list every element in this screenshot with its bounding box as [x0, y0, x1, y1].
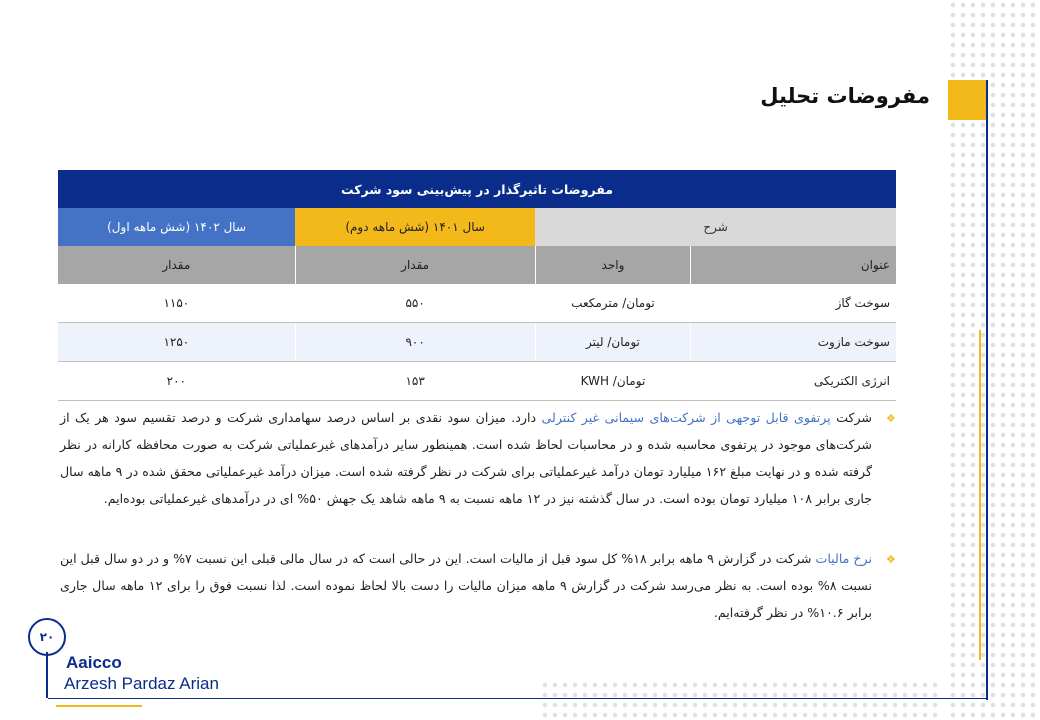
footer-divider: [48, 698, 988, 699]
row-value-1402: ۲۰۰: [58, 362, 295, 401]
row-unit: تومان/ لیتر: [535, 323, 691, 362]
highlight-text: پرتفوی قابل توجهی از شرکت‌های سیمانی غیر کنترلی: [541, 410, 831, 425]
row-value-1402: ۱۲۵۰: [58, 323, 295, 362]
table-caption-row: [58, 170, 896, 208]
row-title: انرژی الکتریکی: [691, 362, 896, 401]
table-column-header-row: [58, 246, 896, 284]
decorative-dot-pattern-bottom: [540, 680, 940, 720]
group-header-desc: شرح: [535, 208, 896, 246]
highlight-text: نرخ مالیات: [815, 551, 873, 566]
column-header-unit: واحد: [535, 246, 691, 284]
paragraph-portfolio: [60, 404, 872, 512]
diamond-bullet-icon: ❖: [886, 412, 896, 425]
column-header-title: عنوان: [691, 246, 896, 284]
vertical-divider-blue: [986, 80, 988, 700]
brand-divider: [46, 652, 48, 698]
row-unit: تومان/ KWH: [535, 362, 691, 401]
group-header-1402: سال ۱۴۰۲ (شش ماهه اول): [58, 208, 295, 246]
column-header-value-1401: مقدار: [295, 246, 535, 284]
paragraph-tax: [60, 545, 872, 626]
brand-subtitle: Arzesh Pardaz Arian: [64, 674, 219, 693]
row-value-1401: ۱۵۳: [295, 362, 535, 401]
vertical-divider-yellow: [979, 330, 981, 660]
row-title: سوخت مازوت: [691, 323, 896, 362]
table-row: [58, 284, 896, 323]
column-header-value-1402: مقدار: [58, 246, 295, 284]
row-value-1402: ۱۱۵۰: [58, 284, 295, 323]
paragraph-text: شرکت در گزارش ۹ ماهه برابر ۱۸% کل سود قبل از مالیات است. این در حالی است که در سال مالی قبلی این نسبت ۷% و در دو سال قبل این نسبت ۸% بوده است. به نظر می‌رسد شرکت در گزارش ۹ ماهه میزان مالیات را دست بالا لحاظ نموده است. لذا نسبت فوق را برای ۱۲ ماهه سال جاری برابر ۱۰.۶% در نظر گرفته‌ایم.: [60, 551, 872, 620]
table-row: [58, 362, 896, 401]
brand-name: Aaicco: [66, 653, 122, 672]
table-row: [58, 323, 896, 362]
title-accent-block: [948, 80, 986, 120]
row-unit: تومان/ مترمکعب: [535, 284, 691, 323]
diamond-bullet-icon: ❖: [886, 553, 896, 566]
group-header-1401: سال ۱۴۰۱ (شش ماهه دوم): [295, 208, 535, 246]
table-group-header-row: [58, 208, 896, 246]
assumptions-table: [58, 170, 896, 401]
table-caption: مفروضات تاثیرگذار در پیش‌بینی سود شرکت: [58, 170, 896, 208]
paragraph-text: شرکت: [830, 410, 872, 425]
page-number-badge: ۲۰: [28, 618, 66, 656]
row-title: سوخت گاز: [691, 284, 896, 323]
row-value-1401: ۵۵۰: [295, 284, 535, 323]
footer-accent: [56, 705, 142, 707]
page-title: مفروضات تحلیل: [760, 84, 930, 108]
paragraph-text: دارد. میزان سود نقدی بر اساس درصد سهامداری شرکت و درصد تقسیم سود هر یک از شرکت‌های موجود در پرتفوی محاسبه شده و در محاسبات لحاظ شده است. همینطور سایر درآمدهای غیرعملیاتی شرکت به صورت محافظه کارانه در نظر گرفته شده و در نهایت مبلغ ۱۶۲ میلیارد تومان درآمد غیرعملیاتی برای شرکت در نظر گرفته شده است. میزان درآمد غیرعملیاتی محقق شده در ۹ ماهه سال جاری برابر ۱۰۸ میلیارد تومان بوده است. در سال گذشته نیز در ۱۲ ماهه نسبت به ۹ ماهه شاهد یک جهش ۵۰% ای در درآمدهای غیرعملیاتی بوده‌ایم.: [60, 410, 872, 506]
row-value-1401: ۹۰۰: [295, 323, 535, 362]
